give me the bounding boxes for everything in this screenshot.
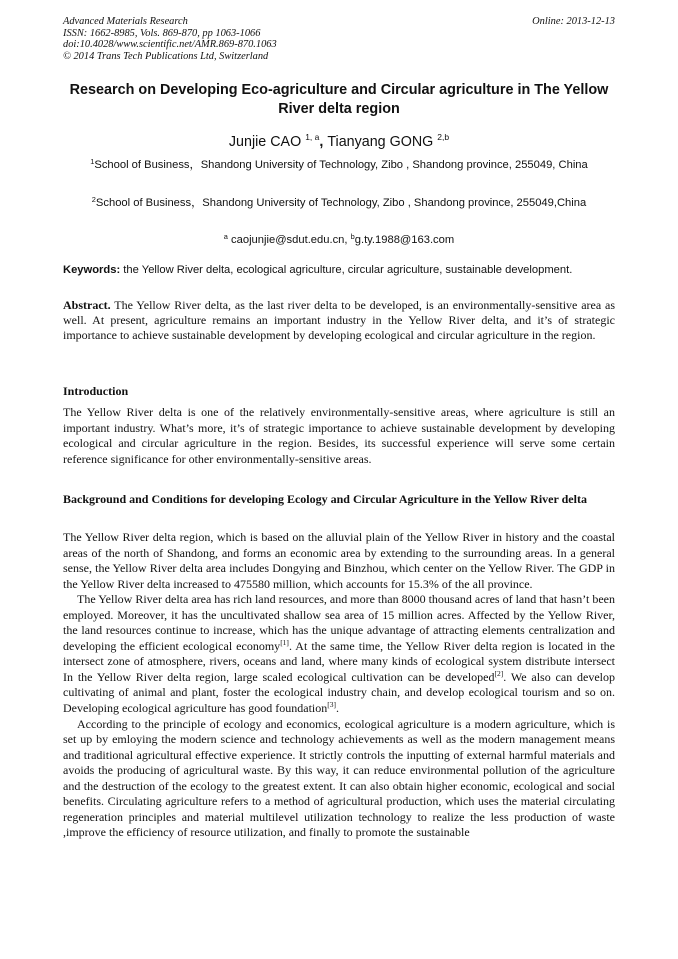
section-heading-background: Background and Conditions for developing Ecology and Circular Agriculture in the Yellow River delta: [63, 492, 587, 506]
issn-line: ISSN: 1662-8985, Vols. 869-870, pp 1063-1066: [63, 27, 261, 39]
email-line: [63, 233, 615, 248]
journal-header: [63, 16, 615, 62]
keywords-text: the Yellow River delta, ecological agriculture, circular agriculture, sustainable development.: [120, 264, 573, 276]
paragraph-text: .: [336, 701, 340, 716]
author-1-affiliation-mark: 1, a: [305, 132, 320, 142]
keywords: [63, 264, 615, 278]
paragraph: The Yellow River delta is one of the relatively environmentally-sensitive areas, where agriculture is still an important industry. What’s more, it’s of strategic importance to achieve sustainable development by developing ecological and circular agriculture in the region. Besides, its successful experience will serve some certain reference significance for other environmentally-sensitive areas.: [63, 405, 615, 466]
author-1-name: Junjie CAO: [228, 134, 302, 150]
keywords-label: Keywords:: [63, 264, 121, 276]
author-2-affiliation-mark: 2,b: [437, 132, 450, 142]
citation-2[interactable]: [2]: [494, 668, 504, 678]
affiliation-2-mark: 2: [91, 195, 96, 204]
email-b-mark: b: [350, 232, 355, 241]
paper-title: Research on Developing Eco-agriculture and Circular agriculture in The Yellow River delta region: [69, 82, 609, 117]
paragraph-text: The Yellow River delta area has rich land resources, and more than 8000 thousand acres of land that hasn’t been employed. Moreover, it has the uncultivated shallow sea area of 15 million acres. Affected by the Yellow River, the land resources continue to increase, which has the unique advantage of attracting elements centralization and developing the efficient ecological economy: [63, 592, 615, 653]
affiliation-1-text: School of Business，Shandong University of Technology, Zibo , Shandong province, 255049, China: [94, 159, 588, 171]
paragraph: The Yellow River delta region, which is based on the alluvial plain of the Yellow River in history and the coastal areas of the north of Shandong, and forms an economic area by extending to the surrounding areas. In a general sense, the Yellow River delta area includes Dongying and Binzhou, which center on the Yellow River. The GDP in the Yellow River delta increased to 475580 million, which accounts for 15.3% of the all province.: [63, 530, 615, 591]
online-date: Online: 2013-12-13: [532, 16, 615, 27]
author-line: [63, 133, 615, 151]
journal-name: Advanced Materials Research: [63, 16, 188, 27]
paragraph-text: . At the same time, the Yellow River delta region is located in the intersect zone of atmosphere, rivers, oceans and land, where many kinds of ecological system distribute intersect In the Yellow River delta region, large scaled ecological cultivation can be developed: [63, 638, 616, 684]
citation-1[interactable]: [1]: [280, 637, 289, 647]
paragraph-text: . We also can develop cultivating of animal and plant, foster the ecological industry chain, and develop ecological tourism and so on. Developing ecological agriculture has good foundation: [63, 669, 615, 716]
paragraph: [63, 592, 615, 716]
introduction-body: [63, 405, 615, 467]
section-heading-introduction: Introduction: [63, 384, 129, 398]
affiliation-1: [63, 158, 615, 173]
background-body: [63, 530, 615, 841]
author-2-name: Tianyang GONG: [327, 134, 434, 150]
paragraph: According to the principle of ecology and economics, ecological agriculture is a modern agriculture, which is set up by emloying the modern science and technology achievements as well as the modern management means and traditional agricultural effective experience. It strictly controls the inputting of external harmful materials and avoids the producing of agricultural waste. By this way, it can reduce environmental pollution of the agriculture and the destruction of the ecology to the greatest extent. It can also obtain higher economic, ecological and social benefits. Circulating agriculture refers to a method of agricultural production, which uses the material circulating regeneration principles and material multilevel utilization technology to realize the less production of waste ,improve the efficiency of resource utilization, and finally to promote the sustainable: [63, 716, 615, 840]
doi-line[interactable]: doi:10.4028/www.scientific.net/AMR.869-870.1063: [63, 39, 277, 51]
abstract-label: Abstract.: [63, 298, 111, 312]
affiliation-1-mark: 1: [90, 157, 95, 166]
copyright-line: © 2014 Trans Tech Publications Ltd, Switzerland: [63, 50, 269, 62]
author-separator: ,: [319, 134, 328, 150]
abstract-text: The Yellow River delta, as the last river delta to be developed, is an environmentally-sensitive area as well. At present, agriculture remains an important industry in the Yellow River delta, and it’s of strategic importance to achieve sustainable development by developing ecological and circular agriculture in the region.: [63, 298, 615, 342]
email-a-mark: a: [223, 232, 228, 241]
abstract: [63, 298, 615, 343]
email-b[interactable]: g.ty.1988@163.com: [354, 234, 455, 246]
affiliation-2-text: School of Business，Shandong University of Technology, Zibo , Shandong province, 255049,China: [95, 197, 587, 209]
affiliation-2: [63, 196, 615, 211]
citation-3[interactable]: [3]: [327, 700, 337, 710]
email-a[interactable]: caojunjie@sdut.edu.cn,: [227, 234, 351, 246]
